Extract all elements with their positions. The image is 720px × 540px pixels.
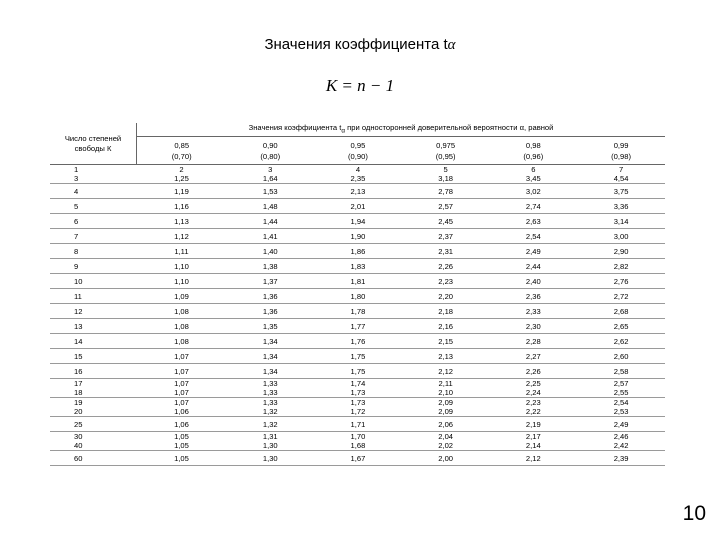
coefficient-cell: 1,77 (314, 319, 402, 334)
coefficient-cell: 1,34 (226, 364, 314, 379)
table-row (50, 165, 665, 175)
coefficient-cell: 2,18 (402, 304, 490, 319)
coefficient-cell: 1,53 (226, 184, 314, 199)
coefficient-cell: 2,01 (314, 199, 402, 214)
coefficient-cell: 1,94 (314, 214, 402, 229)
coefficient-cell: 1,44 (226, 214, 314, 229)
coefficient-cell: 1,73 (314, 388, 402, 398)
coefficient-cell: 3,45 (489, 174, 577, 184)
coefficient-cell: 2,37 (402, 229, 490, 244)
coefficient-cell: 1,80 (314, 289, 402, 304)
degrees-of-freedom-cell: 12 (50, 304, 137, 319)
coefficient-cell: 1,05 (137, 451, 227, 466)
coefficient-cell: 3,18 (402, 174, 490, 184)
coefficient-cell: 2,46 (613, 432, 629, 441)
coefficient-cell: 1,05 (137, 441, 227, 451)
degrees-of-freedom-cell: 25 (50, 417, 137, 432)
coefficient-cell: 2,42 (577, 441, 665, 451)
coefficient-cell: 7 (618, 165, 624, 174)
coefficient-cell: 1,07 (174, 379, 189, 388)
coefficient-cell: 3,75 (577, 184, 665, 199)
coefficient-cell: 2 (179, 165, 184, 174)
alpha-value: 0,98 (525, 140, 541, 150)
coefficient-cell: 6 (531, 165, 536, 174)
degrees-of-freedom-cell: 4 (50, 184, 137, 199)
coefficient-cell: 1,12 (137, 229, 227, 244)
coefficient-cell: 2,09 (438, 398, 454, 407)
coefficient-cell: 3,36 (577, 199, 665, 214)
coefficient-cell: 1,25 (137, 174, 227, 184)
title-symbol: α (447, 37, 456, 53)
coefficient-cell: 2,25 (525, 379, 541, 388)
coefficient-cell: 3,02 (489, 184, 577, 199)
table-row (50, 417, 665, 432)
table-row (50, 432, 665, 442)
coefficient-cell: 1,64 (226, 174, 314, 184)
degrees-of-freedom-cell: 30 (74, 432, 83, 441)
alpha-value: 0,85 (174, 140, 190, 150)
table-row (50, 388, 665, 398)
coefficient-cell: 2,45 (402, 214, 490, 229)
coefficient-cell: 2,20 (402, 289, 490, 304)
degrees-of-freedom-cell: 3 (50, 174, 137, 184)
coefficient-cell: 4,54 (577, 174, 665, 184)
header-alpha-0 (137, 137, 227, 165)
coefficient-cell: 2,54 (489, 229, 577, 244)
coefficient-cell: 1,81 (314, 274, 402, 289)
coefficient-cell: 2,14 (489, 441, 577, 451)
header-prefix: Значения коэффициента t (248, 123, 342, 133)
header-alpha-2 (314, 137, 402, 165)
alpha-two-sided-value: (0,70) (171, 151, 192, 161)
coefficient-cell: 2,33 (489, 304, 577, 319)
coefficient-cell: 2,11 (438, 379, 453, 388)
coefficient-cell: 2,02 (402, 441, 490, 451)
table-header-row-alpha (50, 137, 665, 165)
coefficient-cell: 2,16 (402, 319, 490, 334)
coefficient-cell: 2,19 (489, 417, 577, 432)
coefficient-cell: 1,13 (137, 214, 227, 229)
table-row (50, 199, 665, 214)
coefficient-cell: 1,32 (226, 417, 314, 432)
coefficient-cell: 1,10 (137, 274, 227, 289)
coefficient-cell: 2,39 (577, 451, 665, 466)
coefficient-table (50, 123, 665, 466)
coefficient-cell: 2,68 (577, 304, 665, 319)
coefficient-cell: 2,10 (402, 388, 490, 398)
coefficient-cell: 1,32 (226, 407, 314, 417)
coefficient-cell: 1,68 (314, 441, 402, 451)
degrees-of-freedom-cell: 6 (50, 214, 137, 229)
alpha-two-sided-value: (0,80) (260, 151, 281, 161)
coefficient-cell: 4 (355, 165, 361, 174)
table-header-row-top (50, 123, 665, 137)
coefficient-cell: 1,30 (226, 441, 314, 451)
coefficient-cell: 2,30 (489, 319, 577, 334)
coefficient-cell: 2,44 (489, 259, 577, 274)
coefficient-cell: 2,06 (402, 417, 490, 432)
table-row (50, 304, 665, 319)
coefficient-cell: 1,09 (137, 289, 227, 304)
coefficient-cell: 2,13 (402, 349, 490, 364)
degrees-of-freedom-cell: 18 (50, 388, 137, 398)
table-row (50, 174, 665, 184)
degrees-of-freedom-cell: 20 (50, 407, 137, 417)
coefficient-cell: 2,17 (525, 432, 541, 441)
table-row (50, 441, 665, 451)
alpha-value: 0,95 (350, 140, 366, 150)
alpha-value: 0,99 (613, 140, 629, 150)
header-degrees-of-freedom: Число степеней свободы К (50, 123, 137, 165)
coefficient-cell: 1,37 (226, 274, 314, 289)
coefficient-cell: 1,07 (137, 364, 227, 379)
coefficient-cell: 2,12 (402, 364, 490, 379)
coefficient-cell: 1,06 (137, 407, 227, 417)
table-row (50, 349, 665, 364)
degrees-of-freedom-cell: 15 (50, 349, 137, 364)
table-row (50, 259, 665, 274)
coefficient-cell: 2,60 (577, 349, 665, 364)
header-alpha-1 (226, 137, 314, 165)
coefficient-cell: 2,65 (577, 319, 665, 334)
degrees-of-freedom-cell: 10 (50, 274, 137, 289)
degrees-of-freedom-formula: K = n − 1 (325, 76, 395, 95)
degrees-of-freedom-cell: 1 (74, 165, 79, 174)
coefficient-cell: 2,26 (489, 364, 577, 379)
coefficient-cell: 1,76 (314, 334, 402, 349)
coefficient-cell: 1,78 (314, 304, 402, 319)
coefficient-cell: 2,62 (577, 334, 665, 349)
coefficient-cell: 1,72 (314, 407, 402, 417)
degrees-of-freedom-cell: 5 (50, 199, 137, 214)
degrees-of-freedom-cell: 17 (74, 379, 83, 388)
table-row (50, 364, 665, 379)
coefficient-cell: 1,71 (314, 417, 402, 432)
coefficient-cell: 1,33 (226, 388, 314, 398)
coefficient-cell: 2,12 (489, 451, 577, 466)
degrees-of-freedom-cell: 7 (50, 229, 137, 244)
table-row (50, 379, 665, 389)
coefficient-cell: 1,05 (174, 432, 189, 441)
degrees-of-freedom-cell: 13 (50, 319, 137, 334)
alpha-value: 0,975 (436, 140, 456, 150)
coefficient-cell: 1,35 (226, 319, 314, 334)
degrees-of-freedom-cell: 11 (50, 289, 137, 304)
coefficient-cell: 1,07 (137, 388, 227, 398)
alpha-two-sided-value: (0,95) (435, 151, 456, 161)
table-row (50, 229, 665, 244)
coefficient-cell: 2,78 (402, 184, 490, 199)
coefficient-cell: 1,86 (314, 244, 402, 259)
title-text: Значения коэффициента t (264, 36, 448, 53)
coefficient-cell: 2,23 (525, 398, 541, 407)
coefficient-cell: 3 (268, 165, 273, 174)
coefficient-cell: 1,38 (226, 259, 314, 274)
coefficient-cell: 1,90 (314, 229, 402, 244)
coefficient-cell: 2,76 (577, 274, 665, 289)
coefficient-cell: 1,36 (226, 289, 314, 304)
coefficient-cell: 2,90 (577, 244, 665, 259)
coefficient-cell: 1,67 (314, 451, 402, 466)
page-number: 10 (682, 502, 706, 525)
coefficient-cell: 2,09 (402, 407, 490, 417)
table-row (50, 184, 665, 199)
coefficient-cell: 2,49 (577, 417, 665, 432)
table-row (50, 214, 665, 229)
coefficient-cell: 2,40 (489, 274, 577, 289)
coefficient-cell: 1,75 (314, 364, 402, 379)
coefficient-cell: 1,07 (174, 398, 189, 407)
table-row (50, 451, 665, 466)
table-row (50, 334, 665, 349)
coefficient-cell: 1,36 (226, 304, 314, 319)
coefficient-cell: 1,30 (226, 451, 314, 466)
slide-title (0, 36, 720, 54)
coefficient-cell: 1,08 (137, 319, 227, 334)
coefficient-cell: 1,08 (137, 304, 227, 319)
coefficient-cell: 5 (443, 165, 448, 174)
coefficient-cell: 1,34 (226, 334, 314, 349)
coefficient-cell: 2,55 (577, 388, 665, 398)
alpha-two-sided-value: (0,98) (611, 151, 631, 161)
header-coefficient-values (137, 123, 666, 137)
table-row (50, 274, 665, 289)
table-row (50, 398, 665, 408)
coefficient-cell: 2,15 (402, 334, 490, 349)
coefficient-cell: 1,33 (262, 398, 278, 407)
coefficient-cell: 2,57 (402, 199, 490, 214)
coefficient-cell: 2,53 (577, 407, 665, 417)
table-row (50, 289, 665, 304)
coefficient-cell: 2,00 (402, 451, 490, 466)
coefficient-cell: 3,14 (577, 214, 665, 229)
coefficient-cell: 2,24 (489, 388, 577, 398)
header-alpha-3 (402, 137, 490, 165)
degrees-of-freedom-cell: 16 (50, 364, 137, 379)
degrees-of-freedom-cell: 8 (50, 244, 137, 259)
coefficient-cell: 1,74 (350, 379, 366, 388)
coefficient-cell: 2,49 (489, 244, 577, 259)
header-subscript: α (341, 127, 346, 135)
coefficient-cell: 1,33 (262, 379, 278, 388)
header-alpha-4 (489, 137, 577, 165)
coefficient-cell: 1,19 (137, 184, 227, 199)
coefficient-cell: 2,22 (489, 407, 577, 417)
coefficient-cell: 2,35 (314, 174, 402, 184)
coefficient-cell: 3,00 (577, 229, 665, 244)
coefficient-cell: 1,48 (226, 199, 314, 214)
coefficient-cell: 1,08 (137, 334, 227, 349)
coefficient-cell: 1,40 (226, 244, 314, 259)
coefficient-cell: 1,06 (137, 417, 227, 432)
coefficient-cell: 2,23 (402, 274, 490, 289)
coefficient-cell: 1,07 (137, 349, 227, 364)
header-alpha-5 (577, 137, 665, 165)
coefficient-cell: 1,75 (314, 349, 402, 364)
table-row (50, 407, 665, 417)
coefficient-cell: 2,31 (402, 244, 490, 259)
coefficient-cell: 1,31 (262, 432, 278, 441)
coefficient-cell: 2,13 (314, 184, 402, 199)
degrees-of-freedom-cell: 14 (50, 334, 137, 349)
header-suffix: при односторонней доверительной вероятности α, равной (345, 123, 554, 133)
alpha-two-sided-value: (0,90) (348, 151, 368, 161)
coefficient-cell: 1,73 (350, 398, 366, 407)
coefficient-cell: 1,34 (226, 349, 314, 364)
coefficient-cell: 2,27 (489, 349, 577, 364)
coefficient-cell: 2,54 (613, 398, 629, 407)
coefficient-cell: 1,11 (137, 244, 227, 259)
coefficient-cell: 2,82 (577, 259, 665, 274)
coefficient-cell: 2,72 (577, 289, 665, 304)
coefficient-cell: 1,16 (137, 199, 227, 214)
degrees-of-freedom-cell: 40 (50, 441, 137, 451)
degrees-of-freedom-cell: 9 (50, 259, 137, 274)
coefficient-cell: 2,58 (577, 364, 665, 379)
degrees-of-freedom-cell: 19 (74, 398, 83, 407)
coefficient-cell: 1,41 (226, 229, 314, 244)
alpha-value: 0,90 (262, 140, 278, 150)
coefficient-cell: 2,74 (489, 199, 577, 214)
coefficient-cell: 2,26 (402, 259, 490, 274)
coefficient-cell: 2,63 (489, 214, 577, 229)
coefficient-cell: 1,83 (314, 259, 402, 274)
coefficient-cell: 2,36 (489, 289, 577, 304)
coefficient-cell: 2,04 (438, 432, 454, 441)
coefficient-cell: 2,28 (489, 334, 577, 349)
coefficient-cell: 2,57 (613, 379, 629, 388)
coefficient-cell: 1,10 (137, 259, 227, 274)
table-row (50, 319, 665, 334)
table-row (50, 244, 665, 259)
degrees-of-freedom-cell: 60 (50, 451, 137, 466)
coefficient-cell: 1,70 (350, 432, 366, 441)
alpha-two-sided-value: (0,96) (523, 151, 544, 161)
